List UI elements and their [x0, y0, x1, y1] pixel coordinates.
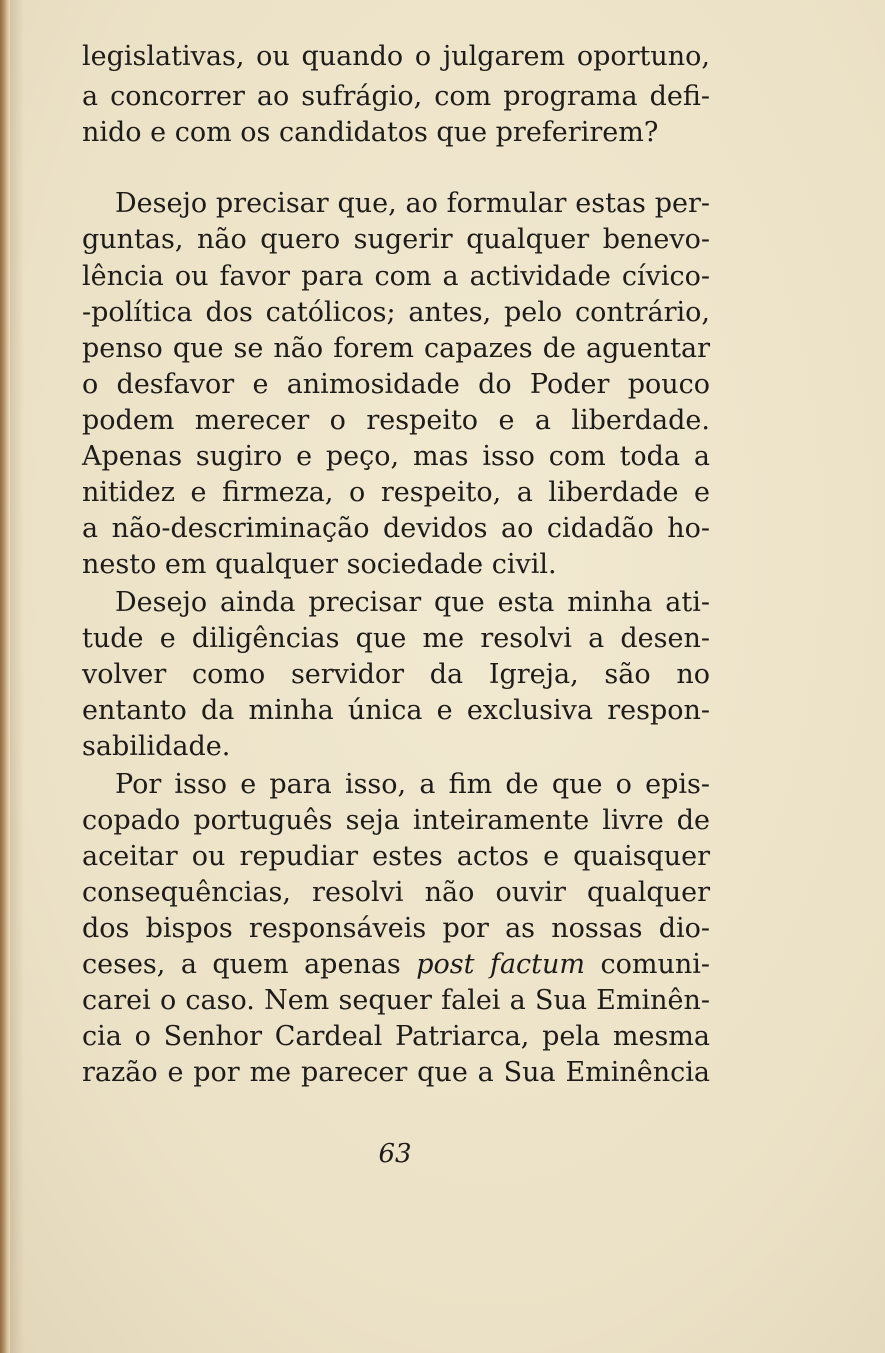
text-line: dos bispos responsáveis por as nossas dio- — [82, 913, 710, 944]
page-number: 63 — [378, 1139, 412, 1169]
text-line: aceitar ou repudiar estes actos e quaisquer — [82, 841, 710, 872]
text-line: guntas, não quero sugerir qualquer benevo- — [82, 224, 710, 255]
text-line: a não-descriminação devidos ao cidadão ho- — [82, 513, 710, 544]
text-line: Desejo ainda precisar que esta minha ati- — [115, 587, 710, 618]
text-line: -política dos católicos; antes, pelo contrário, — [82, 297, 710, 328]
text-segment: ceses, a quem apenas — [82, 949, 417, 980]
text-line: podem merecer o respeito e a liberdade. — [82, 405, 710, 436]
text-line: consequências, resolvi não ouvir qualquer — [82, 877, 710, 908]
text-line: penso que se não forem capazes de aguentar — [82, 333, 710, 364]
text-line: volver como servidor da Igreja, são no — [82, 659, 710, 690]
text-line: nido e com os candidatos que preferirem? — [82, 117, 659, 148]
italic-phrase: post factum — [416, 949, 586, 980]
text-line: Desejo precisar que, ao formular estas per- — [115, 188, 710, 219]
text-line: nesto em qualquer sociedade civil. — [82, 549, 557, 580]
text-line — [82, 948, 710, 982]
text-line: Por isso e para isso, a fim de que o epis- — [115, 769, 710, 800]
text-line: Apenas sugiro e peço, mas isso com toda a — [82, 441, 710, 472]
text-line: entanto da minha única e exclusiva respon- — [82, 695, 710, 726]
text-line: lência ou favor para com a actividade cívico- — [82, 261, 710, 292]
text-line: carei o caso. Nem sequer falei a Sua Eminên- — [82, 985, 710, 1016]
text-segment: comuni- — [585, 949, 710, 980]
text-line: sabilidade. — [82, 731, 231, 762]
text-line: a concorrer ao sufrágio, com programa defi- — [82, 81, 710, 112]
text-line: razão e por me parecer que a Sua Eminência — [82, 1057, 710, 1088]
text-line: nitidez e firmeza, o respeito, a liberdade e — [82, 477, 710, 508]
text-line: cia o Senhor Cardeal Patriarca, pela mesma — [82, 1021, 710, 1052]
text-line: tude e diligências que me resolvi a desen- — [82, 623, 710, 654]
text-line: legislativas, ou quando o julgarem oportuno, — [82, 41, 710, 72]
text-line: copado português seja inteiramente livre de — [82, 805, 710, 836]
text-line: o desfavor e animosidade do Poder pouco — [82, 369, 710, 400]
